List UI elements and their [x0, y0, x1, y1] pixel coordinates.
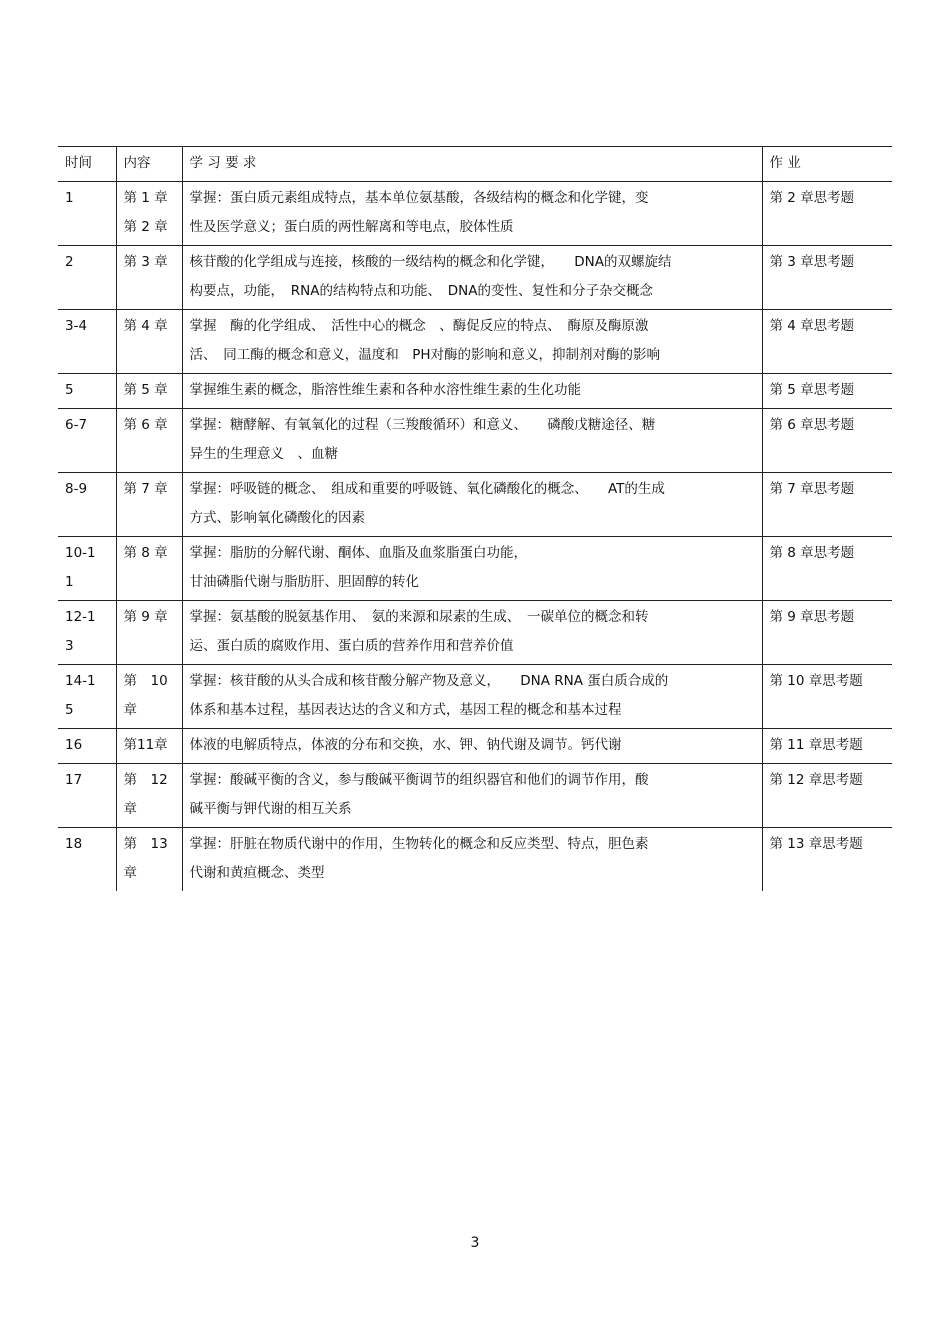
table-row — [58, 246, 892, 310]
table-row — [58, 601, 892, 665]
table-row — [58, 473, 892, 537]
table-row — [58, 310, 892, 374]
cell-requirements: 掌握维生素的概念，脂溶性维生素和各种水溶性维生素的生化功能 — [182, 374, 762, 409]
cell-requirements: 掌握：蛋白质元素组成特点，基本单位氨基酸，各级结构的概念和化学键，变 性及医学意义；蛋白质的两性解离和等电点，胶体性质 — [182, 182, 762, 246]
cell-homework: 第 11 章思考题 — [762, 729, 892, 764]
cell-content: 第 12 章 — [116, 764, 182, 828]
cell-content: 第 9 章 — [116, 601, 182, 665]
cell-requirements: 掌握：核苷酸的从头合成和核苷酸分解产物及意义， DNA RNA 蛋白质合成的 体系和基本过程，基因表达达的含义和方式，基因工程的概念和基本过程 — [182, 665, 762, 729]
cell-content: 第 4 章 — [116, 310, 182, 374]
study-schedule-table — [58, 146, 892, 891]
cell-requirements: 掌握：糖酵解、有氧氧化的过程（三羧酸循环）和意义、 磷酸戊糖途径、糖 异生的生理意义 、血糖 — [182, 409, 762, 473]
cell-content: 第 10 章 — [116, 665, 182, 729]
header-requirements: 学 习 要 求 — [182, 147, 762, 182]
cell-time: 17 — [58, 764, 116, 828]
table-header-row — [58, 147, 892, 182]
table-row — [58, 374, 892, 409]
cell-content: 第 8 章 — [116, 537, 182, 601]
table-row — [58, 182, 892, 246]
cell-content: 第 3 章 — [116, 246, 182, 310]
cell-time: 5 — [58, 374, 116, 409]
table-row — [58, 764, 892, 828]
table-row — [58, 409, 892, 473]
cell-time: 18 — [58, 828, 116, 892]
cell-homework: 第 3 章思考题 — [762, 246, 892, 310]
cell-homework: 第 4 章思考题 — [762, 310, 892, 374]
cell-homework: 第 12 章思考题 — [762, 764, 892, 828]
cell-time: 12-1 3 — [58, 601, 116, 665]
cell-homework: 第 5 章思考题 — [762, 374, 892, 409]
cell-content: 第 1 章 第 2 章 — [116, 182, 182, 246]
cell-homework: 第 9 章思考题 — [762, 601, 892, 665]
cell-homework: 第 2 章思考题 — [762, 182, 892, 246]
cell-content: 第 13 章 — [116, 828, 182, 892]
cell-homework: 第 6 章思考题 — [762, 409, 892, 473]
cell-time: 6-7 — [58, 409, 116, 473]
header-homework: 作 业 — [762, 147, 892, 182]
page-number: 3 — [470, 1235, 480, 1251]
header-time: 时间 — [58, 147, 116, 182]
cell-requirements: 掌握：肝脏在物质代谢中的作用，生物转化的概念和反应类型、特点，胆色素 代谢和黄疸概念、类型 — [182, 828, 762, 892]
cell-homework: 第 8 章思考题 — [762, 537, 892, 601]
cell-content: 第 7 章 — [116, 473, 182, 537]
cell-requirements: 掌握：呼吸链的概念、 组成和重要的呼吸链、氧化磷酸化的概念、 AT的生成 方式、影响氧化磷酸化的因素 — [182, 473, 762, 537]
cell-time: 16 — [58, 729, 116, 764]
cell-content: 第11章 — [116, 729, 182, 764]
cell-time: 14-1 5 — [58, 665, 116, 729]
table-row — [58, 828, 892, 892]
cell-content: 第 5 章 — [116, 374, 182, 409]
table-row — [58, 729, 892, 764]
cell-homework: 第 7 章思考题 — [762, 473, 892, 537]
cell-time: 10-1 1 — [58, 537, 116, 601]
table-row — [58, 665, 892, 729]
cell-content: 第 6 章 — [116, 409, 182, 473]
cell-requirements: 掌握：酸碱平衡的含义，参与酸碱平衡调节的组织器官和他们的调节作用，酸 碱平衡与钾代谢的相互关系 — [182, 764, 762, 828]
cell-time: 3-4 — [58, 310, 116, 374]
header-content: 内容 — [116, 147, 182, 182]
cell-requirements: 体液的电解质特点，体液的分布和交换，水、钾、钠代谢及调节。钙代谢 — [182, 729, 762, 764]
cell-requirements: 掌握：脂肪的分解代谢、酮体、血脂及血浆脂蛋白功能， 甘油磷脂代谢与脂肪肝、胆固醇的转化 — [182, 537, 762, 601]
cell-homework: 第 10 章思考题 — [762, 665, 892, 729]
cell-requirements: 掌握：氨基酸的脱氨基作用、 氨的来源和尿素的生成、 一碳单位的概念和转 运、蛋白质的腐败作用、蛋白质的营养作用和营养价值 — [182, 601, 762, 665]
cell-time: 1 — [58, 182, 116, 246]
cell-time: 2 — [58, 246, 116, 310]
cell-homework: 第 13 章思考题 — [762, 828, 892, 892]
cell-requirements: 掌握 酶的化学组成、 活性中心的概念 、酶促反应的特点、 酶原及酶原激 活、 同工酶的概念和意义，温度和 PH对酶的影响和意义，抑制剂对酶的影响 — [182, 310, 762, 374]
table-row — [58, 537, 892, 601]
cell-time: 8-9 — [58, 473, 116, 537]
cell-requirements: 核苷酸的化学组成与连接，核酸的一级结构的概念和化学键， DNA的双螺旋结 构要点，功能， RNA的结构特点和功能、 DNA的变性、复性和分子杂交概念 — [182, 246, 762, 310]
